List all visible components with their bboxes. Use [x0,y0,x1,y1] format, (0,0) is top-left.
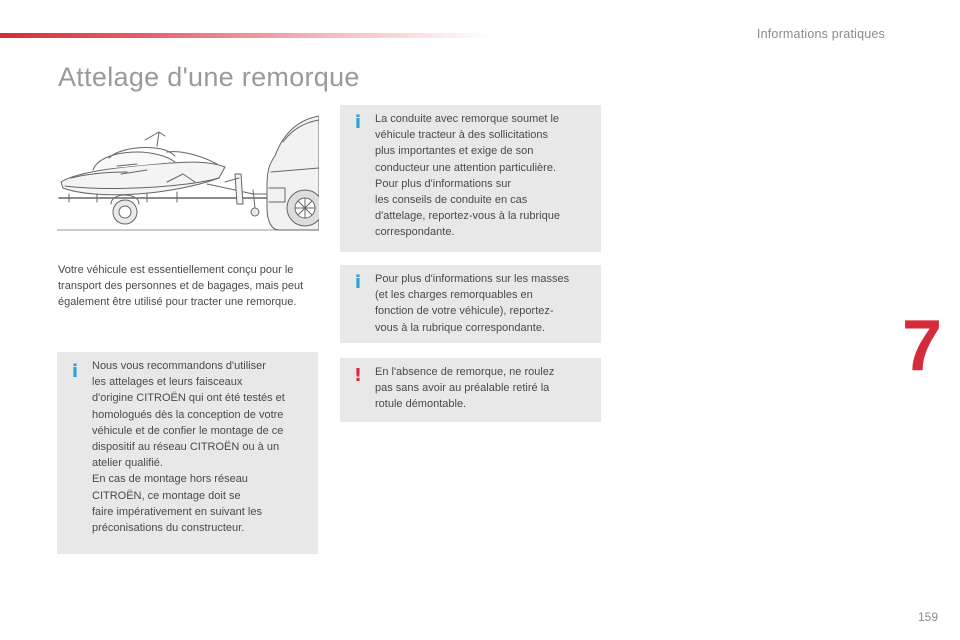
info-icon: i [354,272,362,293]
page-number: 159 [917,610,938,624]
info-note-original-hitches [57,352,318,554]
note-text: Nous vous recommandons d'utiliser les attelages et leurs faisceaux d'origine CITROËN qui ont été testés et homologués dès la conception de votre véhicule et de confier le montage de ce dispositif au réseau CITROËN ou à un atelier qualifié. En cas de montage hors réseau CITROËN, ce montage doit se faire impérativement en suivant les préconisations du constructeur. [92,360,285,535]
info-icon: i [354,112,362,133]
page-title: Attelage d'une remorque [58,62,360,92]
info-icon: i [71,361,79,382]
chapter-number: 7 [902,306,943,386]
info-note-masses [340,265,601,343]
note-text: Pour plus d'informations sur les masses (et les charges remorquables en fonction de votre véhicule), reportez- vous à la rubrique correspondante. [375,273,570,334]
header-accent-bar [0,33,490,38]
note-text: La conduite avec remorque soumet le véhicule tracteur à des sollicitations plus importantes et exige de son conducteur une attention particulière. Pour plus d'informations sur les conseils de conduite en cas d'attelage, reportez-vous à la rubrique correspondante. [375,113,560,239]
intro-paragraph: Votre véhicule est essentiellement conçu pour le transport des personnes et de bagages, mais peut également être utilisé pour tracter une remorque. [58,264,304,308]
note-text: En l'absence de remorque, ne roulez pas sans avoir au préalable retiré la rotule démontable. [375,366,555,411]
info-note-towing-driving [340,105,601,252]
trailer-illustration [57,112,319,238]
warning-icon: ! [353,365,363,386]
section-title: Informations pratiques [756,27,885,41]
warning-note-removable-towball [340,358,601,422]
